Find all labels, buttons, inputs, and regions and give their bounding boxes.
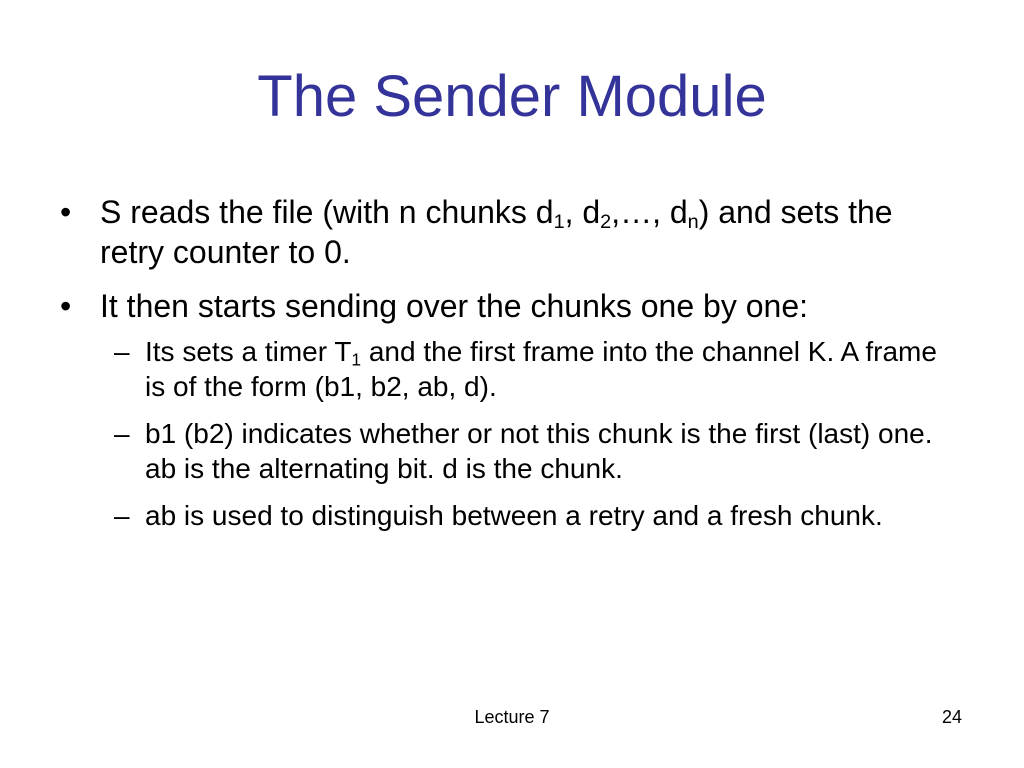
sub-bullet-item bbox=[100, 416, 960, 486]
bullet-item bbox=[60, 286, 960, 533]
bullet-text: It then starts sending over the chunks one by one: bbox=[100, 288, 808, 324]
bullet-item bbox=[60, 192, 960, 272]
bullet-text: S reads the file (with n chunks $d_1$, $d_2,\dots$, $d_n$) and sets the retry counter to 0. bbox=[100, 194, 893, 270]
page-number: 24 bbox=[941, 707, 962, 727]
bullet-list bbox=[60, 192, 960, 547]
bullet-marker: • bbox=[60, 288, 72, 324]
footer-lecture-label: Lecture 7 bbox=[474, 707, 550, 727]
sub-bullet-item bbox=[100, 334, 960, 404]
sub-bullet-item bbox=[100, 498, 960, 533]
sub-bullet-marker: – bbox=[114, 418, 130, 449]
sub-bullet-marker: – bbox=[114, 336, 130, 367]
slide-title: The Sender Module bbox=[257, 64, 767, 129]
sub-bullet-text: Its sets a timer $T_1$ and the first frame into the channel K. A frame is of the form (b1, b2, ab, d). bbox=[145, 336, 937, 402]
bullet-marker: • bbox=[60, 194, 72, 230]
sub-bullet-text: ab is used to distinguish between a retry and a fresh chunk. bbox=[145, 500, 883, 531]
sub-bullet-marker: – bbox=[114, 500, 130, 531]
sub-bullet-list bbox=[100, 334, 960, 533]
sub-bullet-text: b1 (b2) indicates whether or not this chunk is the first (last) one. ab is the alternating bit. d is the chunk. bbox=[145, 418, 933, 484]
